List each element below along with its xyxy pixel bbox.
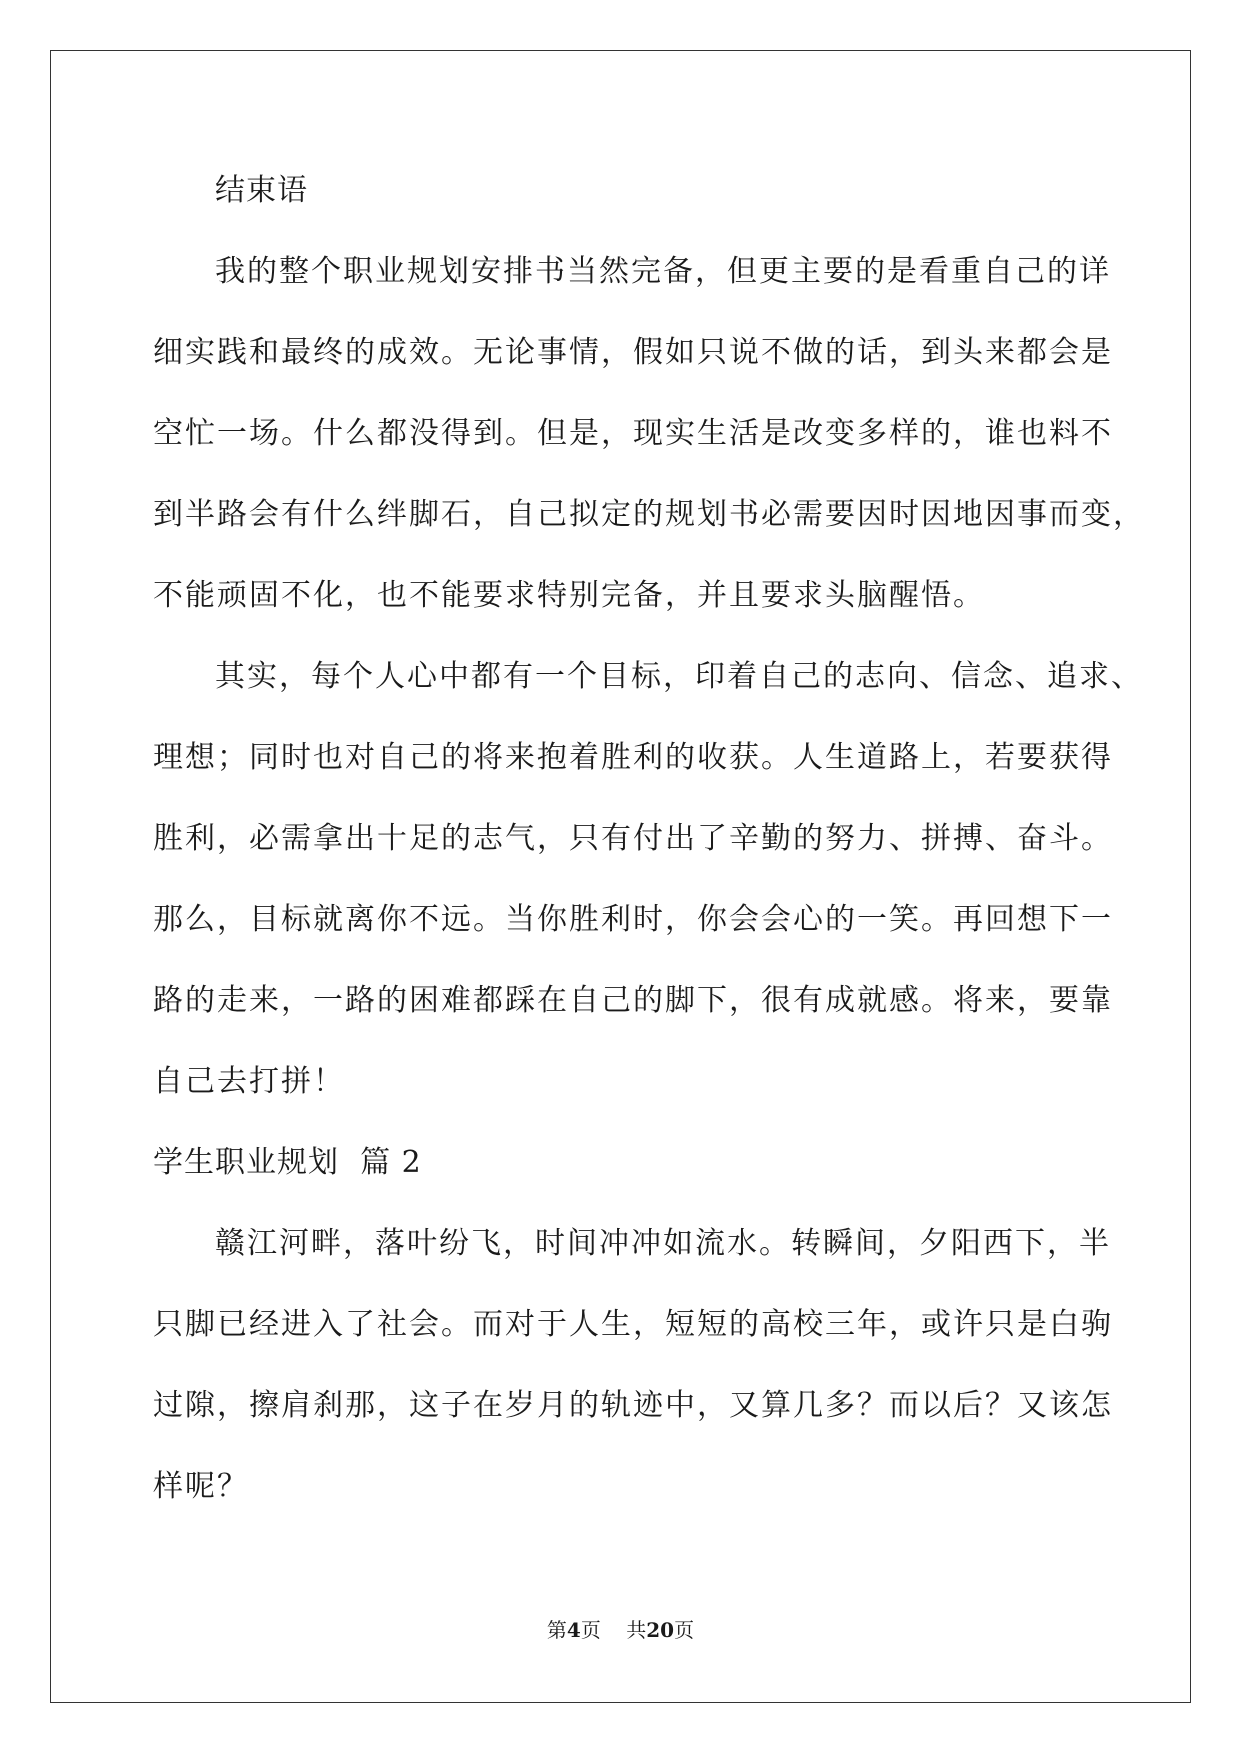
text-line: 只脚已经进入了社会。而对于人生，短短的高校三年，或许只是白驹 <box>153 1307 1113 1342</box>
text-line: 那么，目标就离你不远。当你胜利时，你会会心的一笑。再回想下一 <box>153 902 1113 937</box>
text-line: 我的整个职业规划安排书当然完备，但更主要的是看重自己的详 <box>215 254 1111 289</box>
paragraph-goals <box>153 636 1143 1122</box>
footer-middle: 页 共 <box>580 1618 647 1642</box>
text-line: 细实践和最终的成效。无论事情，假如只说不做的话，到头来都会是 <box>153 335 1113 370</box>
footer-suffix: 页 <box>674 1618 695 1642</box>
text-line: 空忙一场。什么都没得到。但是，现实生活是改变多样的，谁也料不 <box>153 416 1113 451</box>
text-line: 胜利，必需拿出十足的志气，只有付出了辛勤的努力、拼搏、奋斗。 <box>153 821 1113 856</box>
text-line: 赣江河畔，落叶纷飞，时间冲冲如流水。转瞬间，夕阳西下，半 <box>215 1226 1111 1261</box>
section-title: 学生职业规划 篇 2 <box>153 1145 422 1180</box>
document-body <box>153 150 1145 1527</box>
paragraph-conclusion <box>153 231 1145 636</box>
footer-prefix: 第 <box>546 1618 567 1642</box>
text-line: 其实，每个人心中都有一个目标，印着自己的志向、信念、追求、 <box>215 659 1143 694</box>
text-line: 到半路会有什么绊脚石，自己拟定的规划书必需要因时因地因事而变， <box>153 497 1145 532</box>
text-line: 理想；同时也对自己的将来抱着胜利的收获。人生道路上，若要获得 <box>153 740 1113 775</box>
total-pages-number: 20 <box>646 1618 675 1642</box>
closing-heading: 结束语 <box>215 173 308 208</box>
page-footer <box>0 1618 1241 1642</box>
text-line: 自己去打拼！ <box>153 1064 345 1099</box>
text-line: 过隙，擦肩刹那，这子在岁月的轨迹中，又算几多？而以后？又该怎 <box>153 1388 1113 1423</box>
paragraph-ganjiang <box>153 1203 1113 1527</box>
text-line: 路的走来，一路的困难都踩在自己的脚下，很有成就感。将来，要靠 <box>153 983 1113 1018</box>
current-page-number: 4 <box>566 1618 581 1642</box>
text-line: 不能顽固不化，也不能要求特别完备，并且要求头脑醒悟。 <box>153 578 985 613</box>
text-line: 样呢？ <box>153 1469 249 1504</box>
